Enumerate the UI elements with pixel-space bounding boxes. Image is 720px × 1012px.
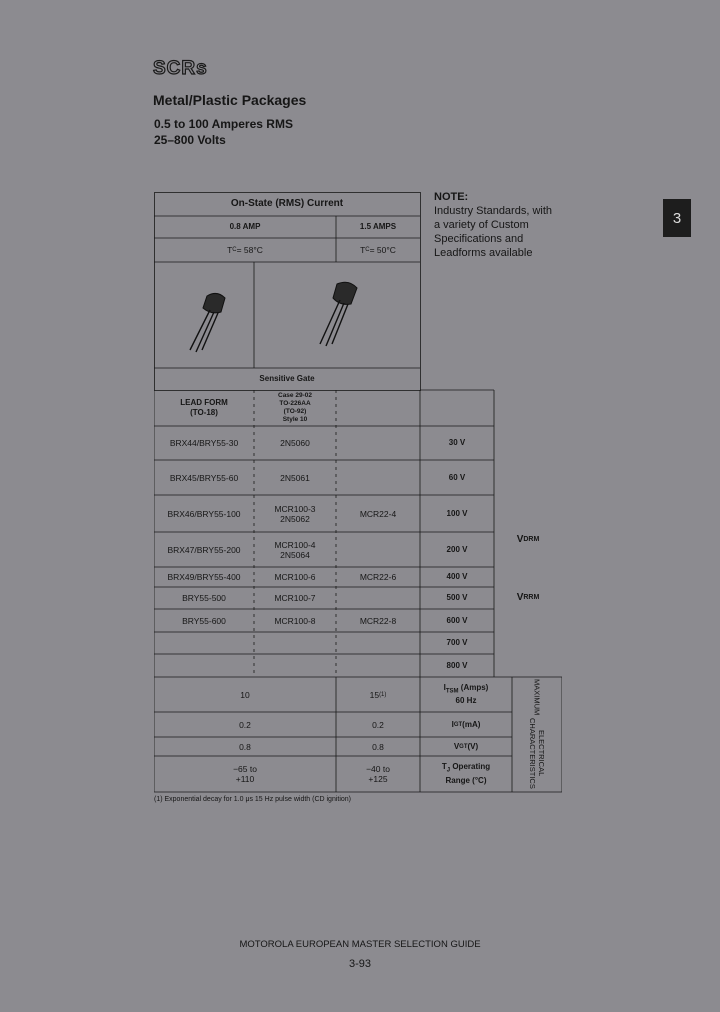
footnote: (1) Exponential decay for 1.0 μs 15 Hz pulse width (CD ignition) bbox=[154, 796, 352, 803]
part-number: MCR22-4 bbox=[359, 508, 397, 519]
char-label-igt bbox=[420, 712, 512, 737]
part-number: MCR100-4 bbox=[274, 539, 316, 550]
case-line: (TO-92) bbox=[283, 408, 307, 415]
voltage-value: 100 V bbox=[446, 508, 468, 518]
label-symbol: V bbox=[453, 741, 460, 751]
char-label-itsm bbox=[420, 677, 512, 712]
part-number: BRX49/BRY55-400 bbox=[167, 572, 241, 582]
case-line: TO-226AA bbox=[279, 400, 311, 407]
part-number: BRX47/BRY55-200 bbox=[167, 544, 241, 555]
label-unit: (V) bbox=[467, 741, 479, 751]
char-value: 0.2 bbox=[372, 719, 384, 730]
part-number: BRY55-500 bbox=[182, 593, 226, 603]
package-title: Metal/Plastic Packages bbox=[153, 92, 307, 108]
label-unit: (Amps) bbox=[458, 682, 489, 692]
label-unit: (mA) bbox=[462, 719, 481, 729]
char-value bbox=[336, 677, 420, 712]
table-title: On-State (RMS) Current bbox=[230, 198, 344, 209]
amp-range: 0.5 to 100 Amperes RMS bbox=[154, 117, 293, 131]
voltage-value: 200 V bbox=[446, 544, 468, 554]
tc-symbol: T bbox=[227, 245, 233, 255]
char-label-vgt bbox=[420, 737, 512, 756]
tc-value: = 58°C bbox=[236, 245, 263, 255]
label-subscript: J bbox=[446, 767, 451, 774]
side-label-line: MAXIMUM bbox=[532, 679, 542, 716]
char-value: 0.2 bbox=[239, 719, 251, 730]
part-number: MCR100-3 bbox=[274, 503, 316, 514]
part-number: MCR100-6 bbox=[274, 572, 316, 582]
label-unit: Operating bbox=[450, 762, 491, 772]
vdrm-label bbox=[494, 530, 562, 550]
note-heading: NOTE: bbox=[434, 191, 469, 203]
guide-title: MOTOROLA EUROPEAN MASTER SELECTION GUIDE bbox=[239, 939, 481, 950]
col1-tc bbox=[154, 238, 336, 262]
part-number-pair bbox=[254, 532, 336, 567]
note-line: Specifications and bbox=[434, 233, 524, 245]
vdrm-symbol: V bbox=[516, 534, 524, 545]
label-subscript: GT bbox=[453, 721, 463, 728]
char-value bbox=[336, 756, 420, 792]
part-number-pair bbox=[254, 495, 336, 532]
label-line: Range (°C) bbox=[445, 775, 487, 785]
label-subscript: TSM bbox=[445, 688, 459, 695]
char-label-tj bbox=[420, 756, 512, 792]
part-number: MCR100-7 bbox=[274, 593, 316, 603]
leadform-line: LEAD FORM bbox=[180, 398, 228, 407]
section-tab: 3 bbox=[663, 199, 691, 237]
voltage-value: 30 V bbox=[448, 438, 466, 447]
label-symbol: I bbox=[443, 682, 446, 692]
char-value-text: +110 bbox=[235, 774, 255, 784]
case-line: Case 29-02 bbox=[278, 392, 312, 399]
to92-package-icon bbox=[320, 282, 357, 346]
volt-range: 25–800 Volts bbox=[154, 133, 226, 147]
col2-current: 1.5 AMPS bbox=[359, 222, 397, 231]
char-value bbox=[154, 756, 336, 792]
char-value-text: −40 to bbox=[366, 764, 390, 774]
part-number: BRX46/BRY55-100 bbox=[167, 508, 241, 519]
side-label bbox=[512, 679, 562, 791]
part-number: MCR22-6 bbox=[359, 572, 397, 582]
voltage-value: 800 V bbox=[446, 660, 468, 670]
case-header bbox=[254, 390, 336, 426]
part-number: 2N5064 bbox=[280, 549, 310, 560]
tc-subscript: C bbox=[232, 247, 237, 253]
col1-current: 0.8 AMP bbox=[229, 222, 261, 231]
scr-table bbox=[154, 192, 562, 793]
note-line: Leadforms available bbox=[434, 247, 533, 259]
to92-package-icon bbox=[190, 293, 225, 352]
note-line: a variety of Custom bbox=[434, 219, 529, 231]
part-number: 2N5061 bbox=[280, 472, 310, 483]
voltage-value: 400 V bbox=[446, 572, 468, 581]
vrrm-symbol: V bbox=[516, 592, 524, 603]
part-number: BRY55-600 bbox=[182, 615, 226, 626]
char-value-text: +125 bbox=[368, 774, 388, 784]
voltage-value: 60 V bbox=[448, 472, 466, 482]
vdrm-subscript: DRM bbox=[523, 536, 540, 543]
page-number: 3-93 bbox=[348, 958, 372, 970]
voltage-value: 500 V bbox=[446, 593, 468, 602]
label-symbol: T bbox=[441, 762, 447, 772]
leadform-header bbox=[154, 390, 254, 426]
leadform-line: (TO-18) bbox=[190, 408, 218, 417]
char-value: 0.8 bbox=[372, 741, 384, 752]
tc-subscript: C bbox=[365, 247, 370, 253]
char-value-text: 15 bbox=[369, 689, 380, 700]
part-number: BRX45/BRY55-60 bbox=[169, 472, 239, 483]
sensitive-gate-label: Sensitive Gate bbox=[259, 374, 315, 383]
section-title: SCRs bbox=[153, 58, 208, 79]
case-line: Style 10 bbox=[282, 416, 308, 423]
vrrm-subscript: RRM bbox=[523, 594, 540, 601]
col2-tc bbox=[336, 238, 420, 262]
label-symbol: I bbox=[451, 719, 454, 729]
voltage-value: 700 V bbox=[446, 638, 468, 647]
part-number: MCR22-8 bbox=[359, 615, 397, 626]
footnote-ref: (1) bbox=[379, 691, 387, 698]
vrrm-label bbox=[494, 588, 562, 608]
label-line: 60 Hz bbox=[455, 696, 477, 706]
part-number: 2N5060 bbox=[280, 438, 310, 448]
char-value-text: −65 to bbox=[233, 764, 257, 774]
part-number: BRX44/BRY55-30 bbox=[169, 438, 239, 448]
tc-value: = 50°C bbox=[369, 245, 396, 255]
char-value: 0.8 bbox=[239, 741, 251, 752]
note-line: Industry Standards, with bbox=[434, 205, 553, 217]
part-number: MCR100-8 bbox=[274, 615, 316, 626]
char-value: 10 bbox=[240, 689, 250, 700]
tc-symbol: T bbox=[360, 245, 366, 255]
label-subscript: GT bbox=[459, 743, 468, 750]
side-label-line: ELECTRICAL CHARACTERISTICS bbox=[528, 717, 546, 789]
voltage-value: 600 V bbox=[446, 615, 468, 625]
part-number: 2N5062 bbox=[280, 513, 310, 524]
